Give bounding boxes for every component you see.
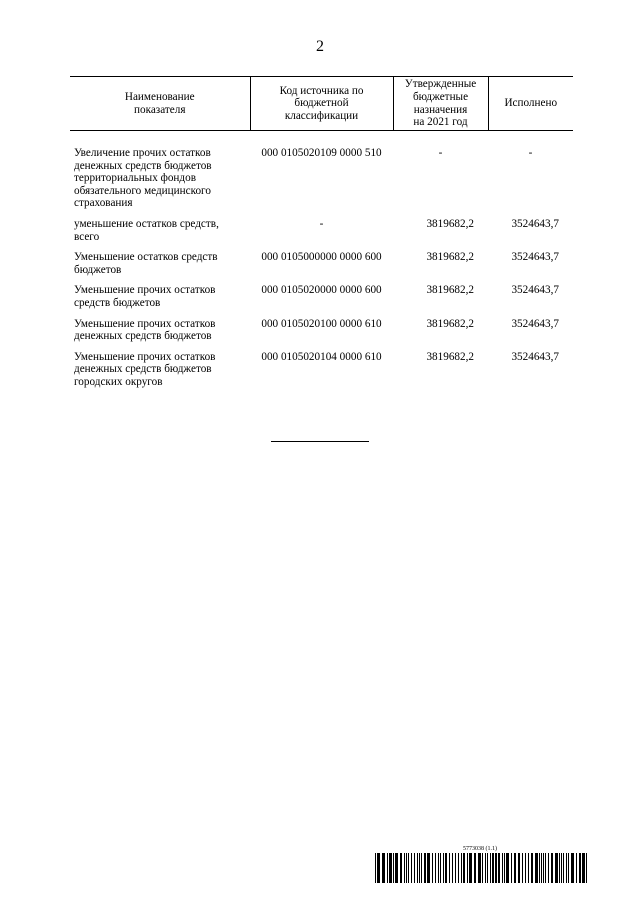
header-source-code: Код источника по бюджетной классификации [250,77,393,131]
budget-sources-table [70,76,573,397]
header-executed: Исполнено [488,77,573,131]
cell-indicator-name: Уменьшение прочих остатков денежных средств бюджетов [74,317,216,343]
cell-executed-value: 3524643,7 [511,284,559,297]
table-row [70,131,573,218]
table-body [70,131,573,397]
cell-source-code: 000 0105020100 0000 610 [261,317,382,330]
cell-indicator-name: уменьшение остатков средств, всего [74,217,219,243]
table-row [70,318,573,351]
barcode-image [375,853,588,883]
table-row [70,251,573,284]
header-indicator-name: Наименование показателя [70,77,250,131]
cell-source-code: 000 0105020109 0000 510 [261,147,382,159]
cell-approved-value: 3819682,2 [426,317,474,330]
cell-executed-value: 3524643,7 [511,317,559,330]
cell-approved-value: 3819682,2 [426,251,474,264]
cell-indicator-name: Увеличение прочих остатков денежных средств бюджетов территориальных фондов обязательного медицинского страхования [74,147,212,210]
header-approved-2021: Утвержденные бюджетные назначения на 2021 год [393,77,488,131]
cell-executed-value: 3524643,7 [511,217,559,230]
cell-indicator-name: Уменьшение прочих остатков денежных средств бюджетов городских округов [74,350,216,388]
cell-approved-value: 3819682,2 [426,350,474,363]
cell-source-code: 000 0105020000 0000 600 [261,284,382,297]
cell-approved-value: - [438,147,443,159]
cell-source-code: 000 0105000000 0000 600 [261,251,382,264]
cell-approved-value: 3819682,2 [426,217,474,230]
table-row [70,351,573,397]
table-header [70,77,573,131]
barcode-caption: 5773038 (1.1) [463,846,497,852]
page-number: 2 [316,38,324,55]
cell-indicator-name: Уменьшение прочих остатков средств бюджетов [74,284,216,309]
table-row [70,218,573,251]
end-of-document-line [271,441,369,442]
cell-approved-value: 3819682,2 [426,284,474,297]
cell-executed-value: 3524643,7 [511,251,559,264]
cell-executed-value: 3524643,7 [511,350,559,363]
cell-executed-value: - [528,147,533,159]
table-row [70,284,573,317]
cell-source-code: 000 0105020104 0000 610 [261,350,382,363]
cell-indicator-name: Уменьшение остатков средств бюджетов [74,251,218,276]
cell-source-code: - [319,217,324,230]
